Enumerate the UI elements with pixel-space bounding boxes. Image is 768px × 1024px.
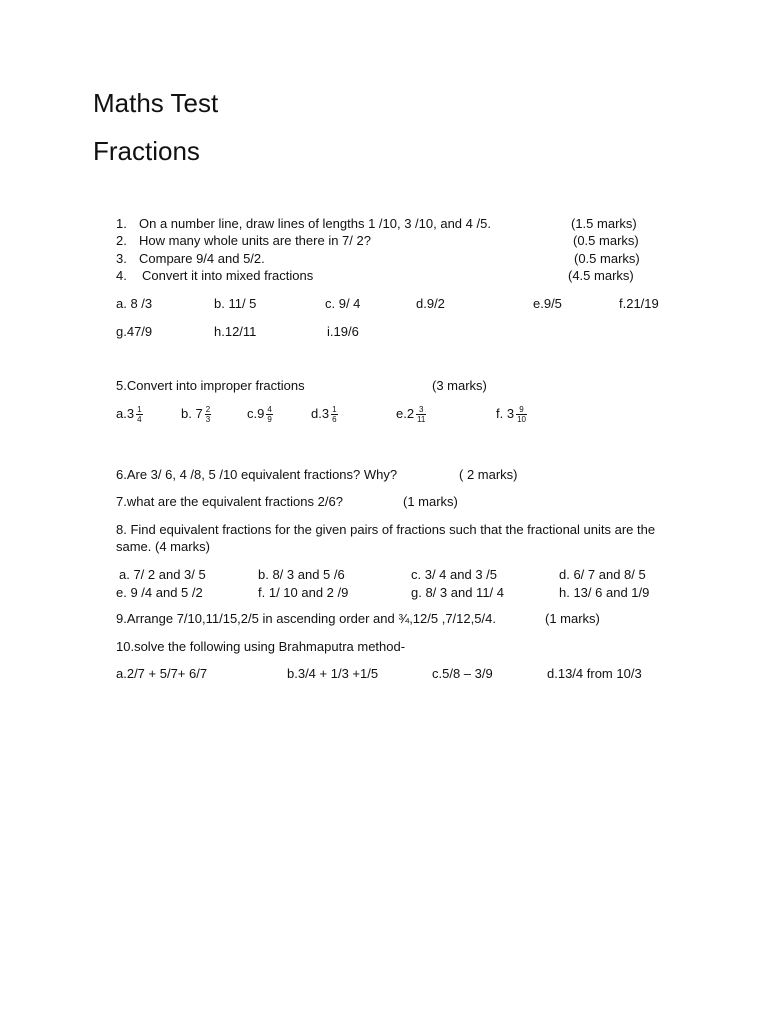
option: h. 13/ 6 and 1/9	[559, 585, 650, 600]
option: f. 1/ 10 and 2 /9	[258, 585, 349, 600]
list-item-num: 2.	[116, 233, 127, 248]
option: g. 8/ 3 and 11/ 4	[411, 585, 504, 600]
fraction	[516, 405, 527, 424]
option: b. 11/ 5	[214, 296, 257, 311]
option: d.9/2	[416, 296, 445, 311]
list-item-text: Compare 9/4 and 5/2.	[139, 251, 265, 266]
question-marks: (3 marks)	[432, 378, 487, 393]
numerator: 4	[267, 405, 272, 414]
option: g.47/9	[116, 324, 153, 339]
question-text: 10.solve the following using Brahmaputra method-	[116, 639, 406, 654]
option: b.3/4 + 1/3 +1/5	[287, 666, 379, 681]
question-text: 8. Find equivalent fractions for the given pairs of fractions such that the fractional units are the	[116, 522, 656, 537]
question-marks: (1 marks)	[545, 611, 600, 626]
question-text: 5.Convert into improper fractions	[116, 378, 305, 393]
list-item-marks: (1.5 marks)	[571, 216, 637, 231]
list-item-num: 1.	[116, 216, 127, 231]
fraction	[331, 405, 337, 424]
fraction	[205, 405, 211, 424]
option-label: e.2	[396, 405, 415, 421]
option: c. 3/ 4 and 3 /5	[411, 567, 498, 582]
numerator: 1	[137, 405, 142, 414]
fraction	[136, 405, 142, 424]
list-item-marks: (0.5 marks)	[574, 251, 640, 266]
mixed-fraction-option	[396, 405, 426, 424]
question-marks: (1 marks)	[403, 494, 458, 509]
option: d. 6/ 7 and 8/ 5	[559, 567, 646, 582]
denominator: 9	[267, 415, 272, 424]
question-text: same. (4 marks)	[116, 539, 210, 554]
numerator: 1	[332, 405, 337, 414]
mixed-fraction-option	[496, 405, 527, 424]
question-marks: ( 2 marks)	[459, 467, 518, 482]
denominator: 3	[205, 415, 211, 424]
denominator: 10	[517, 415, 526, 424]
option: c. 9/ 4	[325, 296, 361, 311]
mixed-fraction-option	[116, 405, 143, 424]
option: e.9/5	[533, 296, 562, 311]
fraction	[416, 405, 426, 424]
page-title: Maths Test	[93, 88, 219, 118]
denominator: 6	[332, 415, 337, 424]
mixed-fraction-option	[181, 405, 211, 424]
option: a.2/7 + 5/7+ 6/7	[116, 666, 208, 681]
list-item-text: Convert it into mixed fractions	[142, 268, 314, 283]
option-label: a.3	[116, 405, 135, 421]
numerator: 2	[205, 405, 211, 414]
list-item-marks: (4.5 marks)	[568, 268, 634, 283]
option-label: d.3	[311, 405, 330, 421]
list-item-num: 4.	[116, 268, 127, 283]
list-item-text: On a number line, draw lines of lengths 1 /10, 3 /10, and 4 /5.	[139, 216, 491, 231]
list-item-marks: (0.5 marks)	[573, 233, 639, 248]
option: c.5/8 – 3/9	[432, 666, 493, 681]
option-label: f. 3	[496, 405, 515, 421]
option: b. 8/ 3 and 5 /6	[258, 567, 345, 582]
option: h.12/11	[214, 324, 257, 339]
list-item-num: 3.	[116, 251, 127, 266]
list-item-text: How many whole units are there in 7/ 2?	[139, 233, 371, 248]
denominator: 11	[417, 415, 426, 424]
numerator: 9	[516, 405, 527, 415]
mixed-fraction-option	[247, 405, 273, 424]
option-label: c.9	[247, 405, 265, 421]
option-label: b. 7	[181, 405, 203, 421]
fraction	[266, 405, 272, 424]
option: f.21/19	[619, 296, 659, 311]
denominator: 4	[137, 415, 142, 424]
numerator: 3	[416, 405, 426, 415]
option: i.19/6	[327, 324, 359, 339]
question-text: 9.Arrange 7/10,11/15,2/5 in ascending order and ¾,12/5 ,7/12,5/4.	[116, 611, 496, 626]
option: a. 7/ 2 and 3/ 5	[119, 567, 206, 582]
option: a. 8 /3	[116, 296, 153, 311]
question-text: 7.what are the equivalent fractions 2/6?	[116, 494, 343, 509]
option: d.13/4 from 10/3	[547, 666, 642, 681]
question-text: 6.Are 3/ 6, 4 /8, 5 /10 equivalent fractions? Why?	[116, 467, 398, 482]
page-subtitle: Fractions	[93, 136, 200, 166]
mixed-fraction-option	[311, 405, 338, 424]
option: e. 9 /4 and 5 /2	[116, 585, 203, 600]
